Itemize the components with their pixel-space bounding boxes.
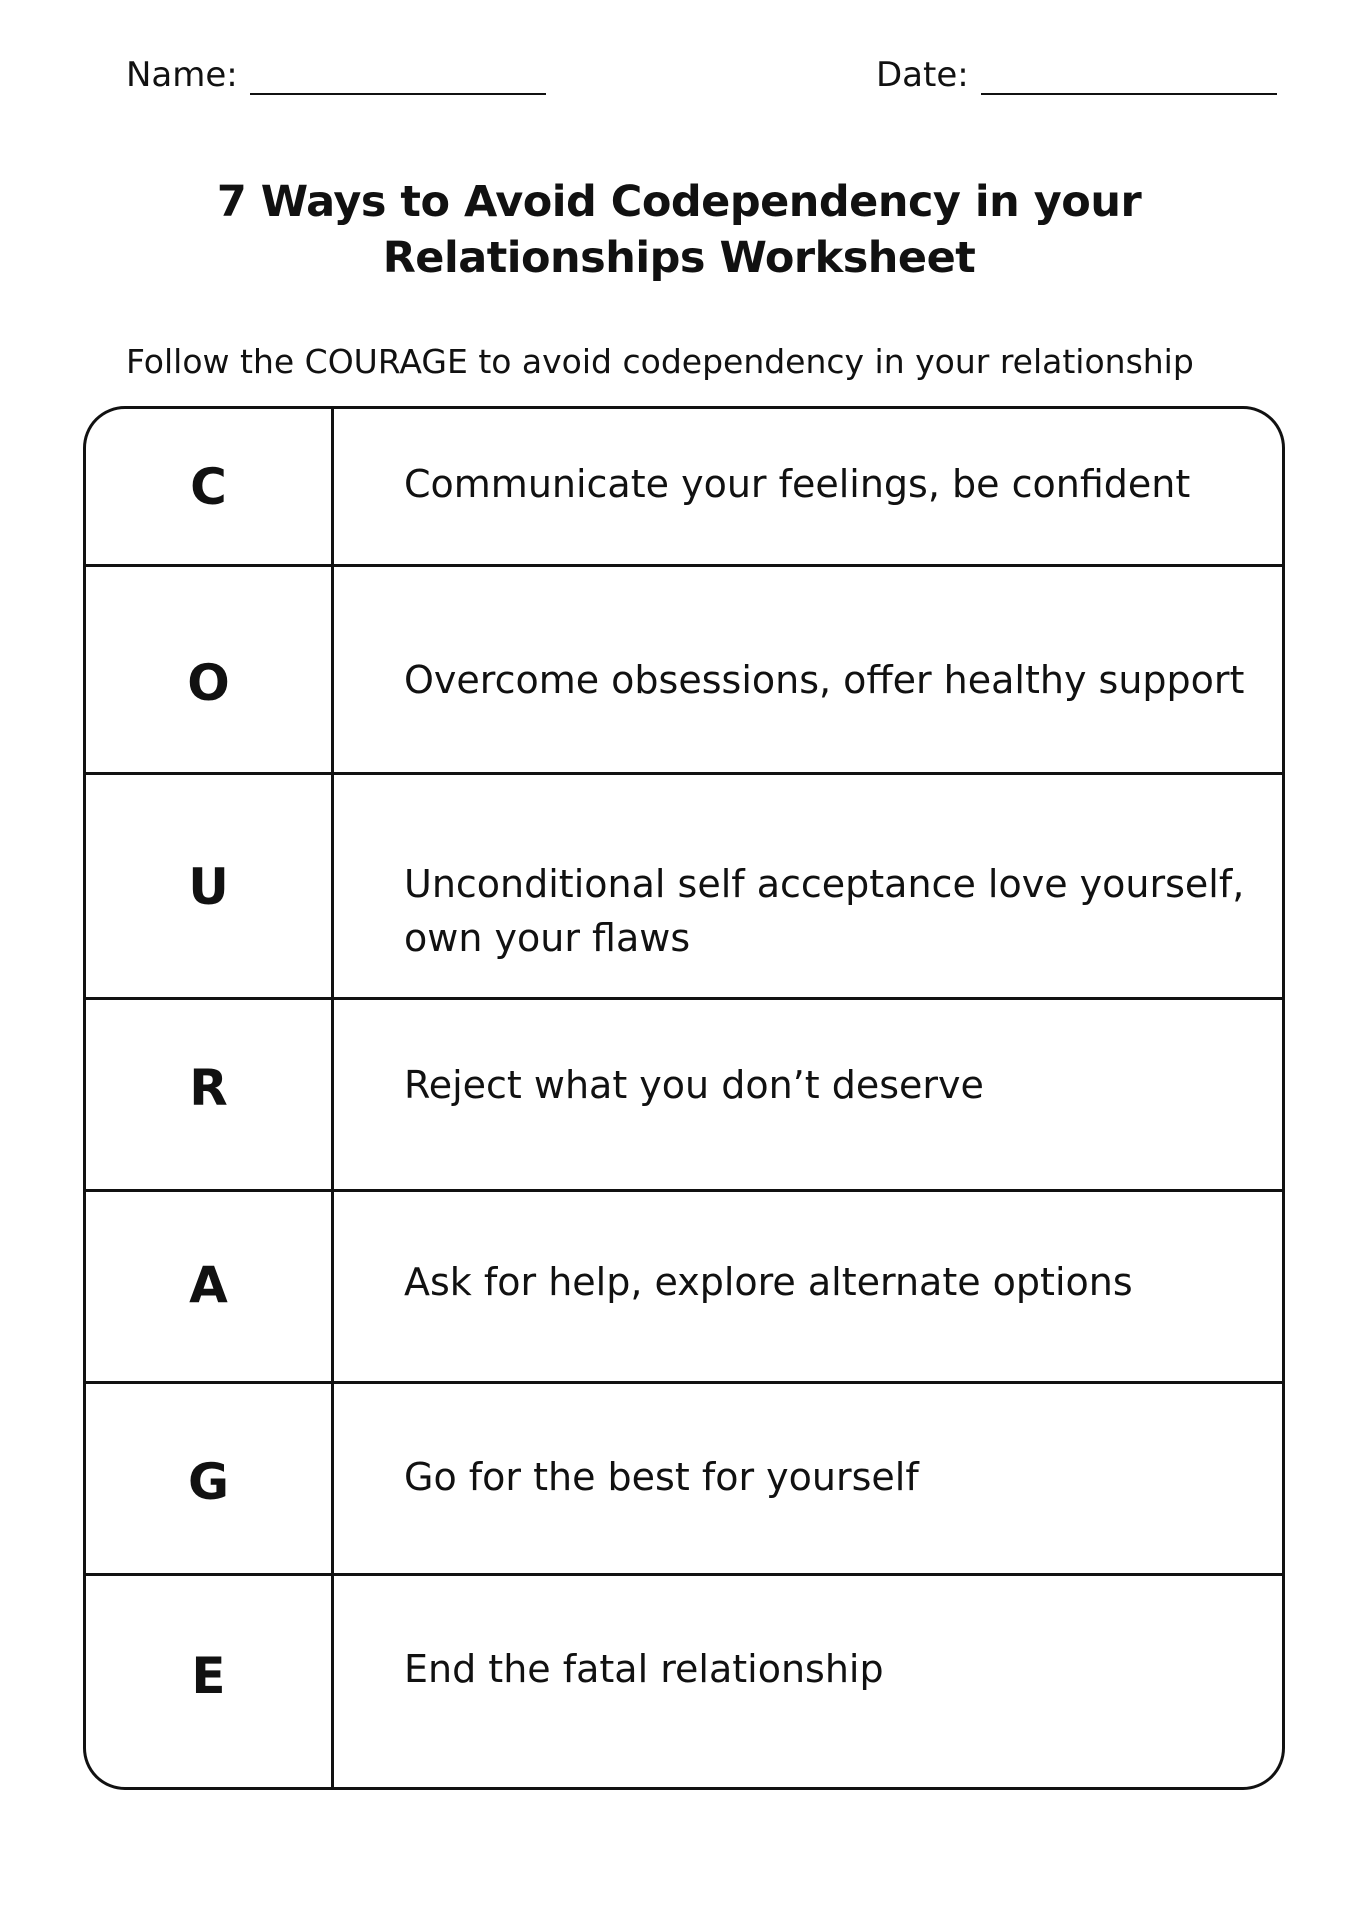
table-row	[86, 1192, 1282, 1384]
table-row	[86, 1576, 1282, 1790]
title-line-1: 7 Ways to Avoid Codependency in your	[216, 177, 1142, 227]
row-text	[404, 857, 1254, 965]
courage-table	[83, 406, 1285, 1790]
row-text	[404, 1450, 1254, 1504]
name-blank-line[interactable]	[250, 59, 546, 95]
row-text-line: End the fatal relationship	[404, 1647, 884, 1691]
row-text-line: Unconditional self acceptance love yourself,	[404, 862, 1245, 906]
table-row	[86, 409, 1282, 567]
row-letter: C	[190, 458, 227, 516]
row-text-line: own your flaws	[404, 916, 691, 960]
date-label: Date:	[876, 55, 969, 95]
table-row	[86, 1384, 1282, 1576]
row-text	[404, 457, 1254, 511]
row-text	[404, 1255, 1254, 1309]
row-text	[404, 653, 1254, 707]
row-text	[404, 1058, 1254, 1112]
table-row	[86, 567, 1282, 775]
date-field	[876, 55, 1277, 95]
row-text-line: Ask for help, explore alternate options	[404, 1260, 1133, 1304]
row-letter: E	[191, 1647, 226, 1705]
worksheet-title	[0, 174, 1358, 286]
row-letter: O	[187, 654, 230, 712]
instructions: Follow the COURAGE to avoid codependency in your relationship	[126, 342, 1194, 381]
row-text-line: Reject what you don’t deserve	[404, 1063, 984, 1107]
row-text-line: Go for the best for yourself	[404, 1455, 919, 1499]
row-letter: A	[189, 1256, 228, 1314]
table-row	[86, 775, 1282, 1000]
row-text-line: Overcome obsessions, offer healthy support	[404, 658, 1245, 702]
name-field	[126, 55, 546, 95]
row-letter: R	[189, 1059, 228, 1117]
row-letter: G	[187, 1453, 230, 1511]
row-letter: U	[188, 858, 229, 916]
title-line-2: Relationships Worksheet	[382, 233, 976, 283]
date-blank-line[interactable]	[981, 59, 1277, 95]
table-row	[86, 1000, 1282, 1192]
row-text	[404, 1642, 1254, 1696]
row-text-line: Communicate your feelings, be confident	[404, 462, 1191, 506]
name-label: Name:	[126, 55, 238, 95]
